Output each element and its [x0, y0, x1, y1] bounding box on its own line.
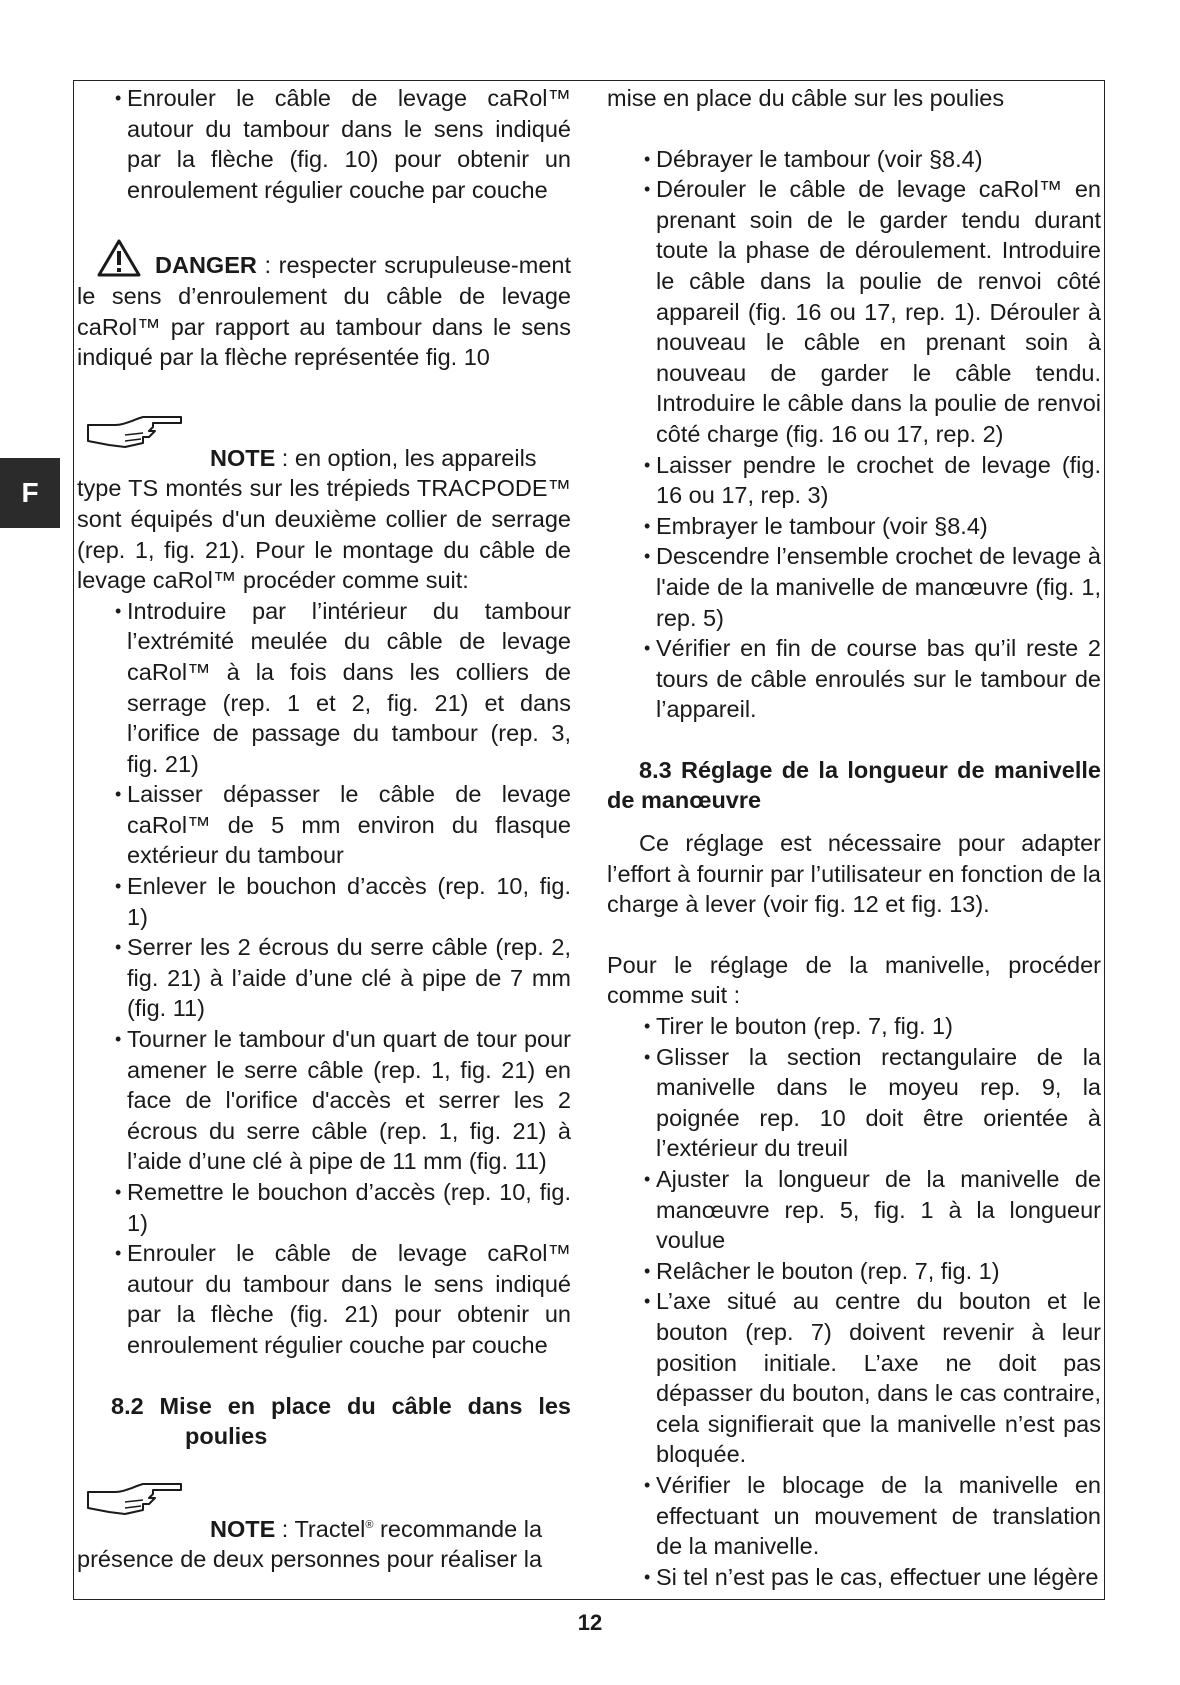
pointing-hand-icon — [85, 1482, 185, 1516]
section-heading-8-3: 8.3 Réglage de la longueur de manivelle de manœuvre — [607, 756, 1101, 814]
list-item: • Serrer les 2 écrous du serre câble (rep. 2, fig. 21) à l’aide d’une clé à pipe de 7 mm (fig. 11) — [127, 932, 571, 1024]
list-item: • Si tel n’est pas le cas, effectuer une légère — [656, 1562, 1101, 1593]
note2-label: NOTE — [210, 1515, 276, 1542]
pulley-steps — [607, 144, 1101, 725]
list-item: • Laisser dépasser le câble de levage caRol™ de 5 mm environ du flasque extérieur du tambour — [127, 779, 571, 871]
note1-first-text: : en option, les appareils — [275, 444, 537, 471]
list-item: • Glisser la section rectangulaire de la manivelle dans le moyeu rep. 9, la poignée rep. 10 doit être orientée à l’extérieur du treuil — [656, 1042, 1101, 1164]
list-item: • Introduire par l’intérieur du tambour l’extrémité meulée du câble de levage caRol™ à la fois dans les colliers de serrage (rep. 1 et 2, fig. 21) et dans l’orifice de passage du tambour (rep. 3, fig. 21) — [127, 596, 571, 780]
note2-paragraph: présence de deux personnes pour réaliser la — [77, 1546, 543, 1573]
note-hand-row — [77, 415, 571, 445]
heading-line-2: poulies — [185, 1423, 268, 1450]
list-item: • Vérifier en fin de course bas qu’il reste 2 tours de câble enroulés sur le tambour de l’appareil. — [656, 633, 1101, 725]
danger-label: DANGER — [155, 252, 257, 279]
heading-line-1: 8.2 Mise en place du câble dans les — [111, 1392, 571, 1419]
page-number: 12 — [577, 1610, 603, 1635]
section-heading-8-2 — [77, 1391, 571, 1452]
language-tab: F — [0, 458, 60, 528]
note-hand-row — [77, 1482, 571, 1512]
list-item: • Descendre l’ensemble crochet de levage à l'aide de la manivelle de manœuvre (fig. 1, rep. 5) — [656, 541, 1101, 633]
warning-triangle-icon — [97, 239, 141, 277]
list-item: • Tirer le bouton (rep. 7, fig. 1) — [656, 1011, 1101, 1042]
danger-text: : respecter scrupuleuse-ment le sens d’enroulement du câble de levage caRol™ par rapport au tambour dans le sens indiqué par la flèche représentée fig. 10 — [77, 252, 571, 371]
list-item: • L’axe situé au centre du bouton et le bouton (rep. 7) doivent revenir à leur position initiale. L’axe ne doit pas dépasser du bouton, dans le cas contraire, cela signifierait que la manivelle n’est pas bloquée. — [656, 1286, 1101, 1470]
continuation-text: mise en place du câble sur les poulies — [607, 85, 1005, 111]
note2-text-b: recommande la — [373, 1515, 543, 1542]
danger-paragraph — [77, 239, 571, 372]
list-item: • Remettre le bouchon d’accès (rep. 10, fig. 1) — [127, 1177, 571, 1238]
crank-steps — [607, 1011, 1101, 1592]
list-item: • Vérifier le blocage de la manivelle en effectuant un mouvement de translation de la manivelle. — [656, 1470, 1101, 1562]
registered-mark: ® — [365, 1518, 374, 1531]
list-item: • Enrouler le câble de levage caRol™ autour du tambour dans le sens indiqué par la flèche (fig. 10) pour obtenir un enroulement régulier couche par couche — [127, 83, 571, 205]
right-column — [607, 83, 1101, 1592]
note2-text-a: : Tractel — [275, 1515, 366, 1542]
wind-cable-list — [77, 83, 571, 205]
note1-paragraph: type TS montés sur les trépieds TRACPODE™ sont équipés d'un deuxième collier de serrage (rep. 1, fig. 21). Pour le montage du câble de levage caRol™ procéder comme suit: — [77, 475, 571, 594]
list-item: • Débrayer le tambour (voir §8.4) — [656, 144, 1101, 175]
list-item: • Tourner le tambour d'un quart de tour pour amener le serre câble (rep. 1, fig. 21) en face de l'orifice d'accès et serrer les 2 écrous du serre câble (rep. 1, fig. 21) à l’aide d’une clé à pipe de 11 mm (fig. 11) — [127, 1024, 571, 1177]
note1-label: NOTE — [210, 444, 276, 471]
list-item: • Enlever le bouchon d’accès (rep. 10, fig. 1) — [127, 871, 571, 932]
pointing-hand-icon — [85, 415, 185, 449]
paragraph: Ce réglage est nécessaire pour adapter l’effort à fournir par l’utilisateur en fonction de la charge à lever (voir fig. 12 et fig. 13). — [607, 830, 1101, 918]
list-item: • Relâcher le bouton (rep. 7, fig. 1) — [656, 1256, 1101, 1287]
left-column — [77, 83, 571, 1575]
list-item: • Embrayer le tambour (voir §8.4) — [656, 511, 1101, 542]
paragraph: Pour le réglage de la manivelle, procéder comme suit : — [607, 951, 1101, 1009]
list-item: • Dérouler le câble de levage caRol™ en prenant soin de le garder tendu durant toute la phase de déroulement. Introduire le câble dans la poulie de renvoi côté appareil (fig. 16 ou 17, rep. 1). Dérouler à nouveau le câble en prenant soin à nouveau de garder le câble tendu. Introduire le câble dans la poulie de renvoi côté charge (fig. 16 ou 17, rep. 2) — [656, 174, 1101, 449]
list-item: • Laisser pendre le crochet de levage (fig. 16 ou 17, rep. 3) — [656, 450, 1101, 511]
cable-mount-steps — [77, 596, 571, 1361]
list-item: • Enrouler le câble de levage caRol™ autour du tambour dans le sens indiqué par la flèche (fig. 21) pour obtenir un enroulement régulier couche par couche — [127, 1238, 571, 1360]
list-item: • Ajuster la longueur de la manivelle de manœuvre rep. 5, fig. 1 à la longueur voulue — [656, 1164, 1101, 1256]
